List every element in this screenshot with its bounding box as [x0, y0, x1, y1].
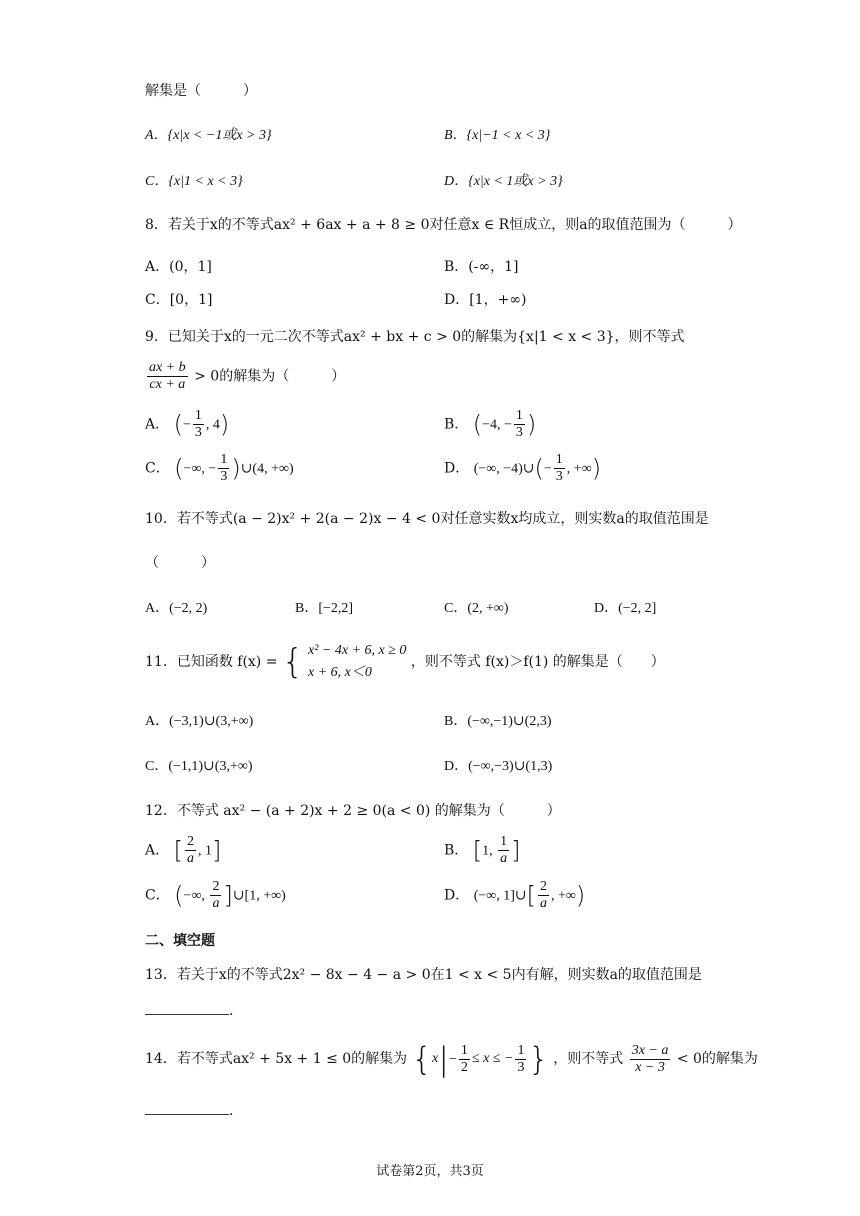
- q10-option-b: B．[−2,2]: [295, 601, 354, 616]
- q13-end: .: [229, 1003, 234, 1019]
- q12-option-d-label: D．: [444, 887, 470, 904]
- q12-option-c: C． (−∞, $\frac{2}{a}$ ]∪[1, +∞): [145, 879, 286, 911]
- q9-stem-line2-rest: > 0的解集为（ ）: [194, 368, 346, 385]
- q12-option-a-label: A．: [145, 842, 170, 859]
- q11-stem-post: ，则不等式 f(x)＞f(1) 的解集是（ ）: [410, 654, 665, 670]
- q7-option-a: A．{x|x < −1或x > 3}: [145, 128, 272, 143]
- q14-fraction-denominator: x − 3: [635, 1059, 665, 1075]
- q12-option-d: D． (−∞, 1]∪[ $\frac{2}{a}$ , +∞): [444, 879, 586, 911]
- q13-answer-line: [145, 1002, 233, 1019]
- q14-answer-blank[interactable]: [145, 1102, 229, 1115]
- q9-option-c-label: C．: [145, 460, 170, 477]
- q9-a-den: 3: [194, 425, 202, 440]
- q9-fraction-denominator: cx + a: [149, 377, 186, 392]
- q9-option-a-label: A．: [145, 416, 170, 433]
- q14-stem-pre: 14．若不等式ax² + 5x + 1 ≤ 0的解集为: [145, 1051, 408, 1067]
- q10-option-d: D．(−2, 2]: [594, 601, 657, 616]
- q12-option-a: A． [ $\frac{2}{a}$ , 1]: [145, 834, 222, 866]
- q10-option-a: A．(−2, 2): [145, 601, 208, 616]
- q14-end: .: [229, 1103, 234, 1119]
- q8-stem: 8．若关于x的不等式ax² + 6ax + a + 8 ≥ 0对任意x ∈ R恒成立，则a的取值范围为（ ）: [145, 217, 742, 233]
- q14-fraction: [630, 1043, 671, 1076]
- q11-stem: 11．已知函数 f(x) = { x² − 4x + 6, x ≥ 0 x + 6, x＜0 ，则不等式 f(x)＞f(1) 的解集是（ ）: [145, 642, 665, 682]
- page-footer: 试卷第2页，共3页: [376, 1164, 484, 1179]
- q9-fraction-numerator: ax + b: [149, 360, 186, 375]
- q11-stem-pre: 11．已知函数 f(x) =: [145, 654, 278, 670]
- section-title-fill-in: 二、填空题: [145, 933, 215, 949]
- q11-option-d: D．(−∞,−3)∪(1,3): [444, 759, 553, 774]
- q9-option-a: A． (− $\frac{1}{3}$ , 4): [145, 408, 230, 440]
- q9-option-d: D． (−∞, −4)∪(− $\frac{1}{3}$ , +∞): [444, 452, 602, 484]
- q12-stem: 12．不等式 ax² − (a + 2)x + 2 ≥ 0(a < 0) 的解集为（ ）: [145, 803, 561, 819]
- q12-option-b: B． [1, $\frac{1}{a}$ ]: [444, 834, 521, 866]
- q11-case-1: x² − 4x + 6, x ≥ 0: [308, 643, 407, 658]
- q14-stem-post: < 0的解集为: [676, 1051, 758, 1067]
- q8-option-b: B．(-∞，1]: [444, 259, 519, 275]
- q11-option-a: A．(−3,1)∪(3,+∞): [145, 714, 254, 729]
- q9-option-b-label: B．: [444, 416, 469, 433]
- q12-option-b-label: B．: [444, 842, 469, 859]
- q11-cases: [308, 640, 406, 684]
- q11-option-b: B．(−∞,−1)∪(2,3): [444, 714, 552, 729]
- q7-option-d: D．{x|x < 1或x > 3}: [444, 174, 563, 189]
- q7-stem-tail: 解集是（ ）: [145, 83, 257, 99]
- q14-stem: 14．若不等式ax² + 5x + 1 ≤ 0的解集为 {x|− $\frac{1}{2}$ ≤ x ≤ − $\frac{1}{3}$ } ，则不等式 $\frac{3x - a}{x - 3}$ < 0的解集为: [145, 1040, 758, 1078]
- q7-option-b: B．{x|−1 < x < 3}: [444, 128, 551, 143]
- q14-stem-mid: ，则不等式: [553, 1051, 624, 1067]
- q11-option-c: C．(−1,1)∪(3,+∞): [145, 759, 253, 774]
- q9-option-d-label: D．: [444, 460, 470, 477]
- q10-option-c: C．(2, +∞): [444, 601, 509, 616]
- q9-option-c: C． (−∞, − $\frac{1}{3}$ )∪(4, +∞): [145, 452, 294, 484]
- q8-option-a: A．(0，1]: [145, 259, 212, 275]
- q8-option-c: C．[0，1]: [145, 292, 213, 308]
- q9-option-b: B． (−4, − $\frac{1}{3}$ ): [444, 408, 537, 440]
- q10-paren: （ ）: [145, 555, 215, 571]
- q9-stem: 9．已知关于x的一元二次不等式ax² + bx + c > 0的解集为{x|1 < x < 3}，则不等式: [145, 329, 685, 345]
- q14-answer-line: [145, 1102, 233, 1119]
- q10-stem: 10．若不等式(a − 2)x² + 2(a − 2)x − 4 < 0对任意实数x均成立，则实数a的取值范围是: [145, 511, 709, 527]
- q7-option-c: C．{x|1 < x < 3}: [145, 174, 243, 189]
- q12-option-c-label: C．: [145, 887, 170, 904]
- q9-fraction: [147, 360, 188, 393]
- q9-a-num: 1: [194, 408, 202, 423]
- q13-stem: 13．若关于x的不等式2x² − 8x − 4 − a > 0在1 < x < 5内有解，则实数a的取值范围是: [145, 967, 702, 983]
- q8-option-d: D．[1，+∞): [444, 292, 527, 308]
- q13-answer-blank[interactable]: [145, 1002, 229, 1015]
- q9-stem-line2: [145, 360, 345, 393]
- q14-fraction-numerator: 3x − a: [631, 1042, 669, 1058]
- q11-case-2: x + 6, x＜0: [308, 665, 372, 680]
